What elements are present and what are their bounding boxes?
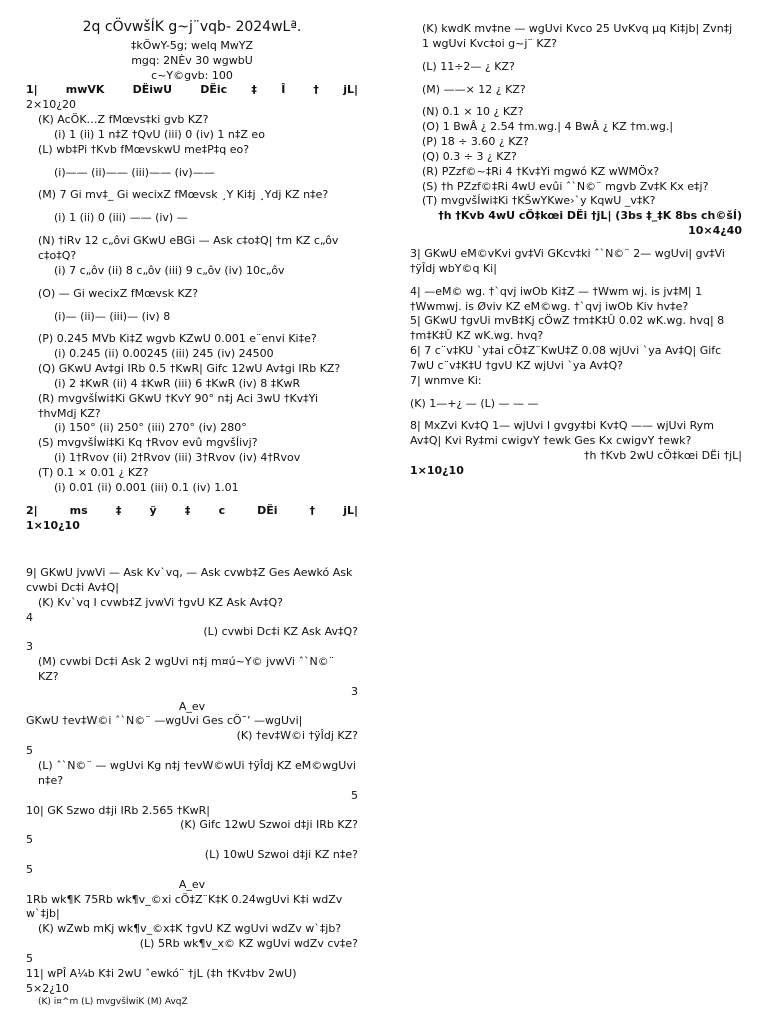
question-4: 4| —eM© wg. †`qvj iwOb Ki‡Z — †Wwm wj. is jv‡M| 1 †Wwmwj. is Øviv KZ eM©wg. †`qvj iwOb Kiv hv‡e? [410,284,703,313]
question-9-l: (L) cvwbi Dc‡i KZ Ask Av‡Q? [203,625,358,639]
section-3-header: †h †Kvb 4wU cÖ‡kœi DËi †jL| (3bs ‡_‡K 8bs ch©šÍ) [438,209,742,223]
question-11: 11| wPÎ A¼b K‡i 2wU ˆewkó¨ †jL (‡h †Kv‡bv 2wU) [26,966,297,980]
question-10-l: (L) 10wU Szwoi d‡ji KZ n‡e? [204,848,358,862]
question-11-marks: 5×2¿10 [26,981,70,995]
alternative-label-2: A_ev [178,877,206,891]
left-column [26,16,358,533]
mcq-item-0: (K) AcÖK…Z fMœvs‡ki gvb KZ? [38,113,209,127]
question-8-note: †h †Kvb 2wU cÖ‡kœi DËi †jL| [584,449,742,463]
short-item-0: (K) kwdK mv‡ne — wgUvi Kvco 25 UvKvq µq Ki‡jb| Zvn‡j 1 wgUvi Kvc‡oi g~j¨ KZ? [422,22,733,50]
right-column [410,22,742,479]
short-question-list [410,22,742,209]
question-10-k: (K) Gifc 12wU Szwoi d‡ji IRb KZ? [180,818,358,832]
section-2-marks: 1×10¿10 [26,518,80,532]
question-9-alt-l-marks: 5 [351,788,358,802]
mcq-item-8: (O) — Gi wecixZ fMœvsk KZ? [38,286,199,300]
question-10: 10| GK Szwo d‡ji IRb 2.565 †KwR| [26,803,210,817]
short-item-7: (R) PZzf©~‡Ri 4 †Kv‡Yi mgwó KZ wWMÖx? [422,164,660,178]
question-10-k-marks: 5 [26,833,33,847]
question-7: 7| wnmve Ki: [410,373,482,387]
mcq-item-11: (i) 0.245 (ii) 0.00245 (iii) 245 (iv) 24500 [54,347,274,361]
question-10-alt-k: (K) wZwb mKj wk¶v_©x‡K †gvU KZ wgUvi wdZv w`‡jb? [38,922,342,936]
mcq-item-16: (S) mvgvšÍwi‡Ki Kq †Rvov evû mgvšÍivj? [38,436,258,450]
mcq-item-12: (Q) GKwU Av‡gi IRb 0.5 †KwR| Gifc 12wU Av‡gi IRb KZ? [38,362,341,376]
mcq-item-2: (L) wb‡Pi †Kvb fMœvskwU me‡P‡q eo? [38,142,250,156]
alternative-label-1: A_ev [178,699,206,713]
exam-time: mgq: 2NÈv 30 wgwbU [131,53,253,67]
question-9-m: (M) cvwbi Dc‡i Ask 2 wgUvi n‡j m¤ú~Y© jvwVi ˆ`N©¨ KZ? [38,655,335,683]
question-9: 9| GKwU jvwVi — Ask Kv`vq, — Ask cvwb‡Z Ges Aewkó Ask cvwbi Dc‡i Av‡Q| [26,566,353,594]
exam-total-marks: c~Y©gvb: 100 [151,68,233,82]
short-item-6: (Q) 0.3 ÷ 3 ¿ KZ? [422,149,517,163]
question-10-alt-l-marks: 5 [26,951,33,965]
question-8: 8| MxZvi Kv‡Q 1— wjUvi I gvgy‡bi Kv‡Q —— wjUvi Rym Av‡Q| Kvi Ry‡mi cwigvY †ewk Ges Kx cwigvY †ewk? [410,419,714,448]
short-item-8: (S) †h PZzf©‡Ri 4wU evûi ˆ`N©¨ mgvb Zv‡K Kx e‡j? [422,179,709,193]
exam-subject: ‡kÖwY-5g; welq MwYZ [130,38,254,52]
mcq-item-6: (N) †iRv 12 c„ôvi GKwU eBGi — Ask c‡o‡Q| †m KZ c„ôv c‡o‡Q? [38,234,339,263]
question-9-alt-k-marks: 5 [26,744,33,758]
question-3: 3| GKwU eM©vKvi gv‡Vi GKcv‡ki ˆ`N©¨ 2— wgUvi| gv‡Vi †ÿÎdj wbY©q Ki| [410,246,725,275]
short-item-2: (M) ——× 12 ¿ KZ? [422,82,526,96]
bottom-column [26,566,358,1009]
short-item-3: (N) 0.1 × 10 ¿ KZ? [422,105,524,119]
question-10-l-marks: 5 [26,862,33,876]
exam-title: 2q cÖvwšÍK g~j¨vqb- 2024wLª. [82,19,302,35]
mcq-list [26,113,358,496]
mcq-item-13: (i) 2 ‡KwR (ii) 4 ‡KwR (iii) 6 ‡KwR (iv) 8 ‡KwR [54,376,301,390]
mcq-item-18: (T) 0.1 × 0.01 ¿ KZ? [38,465,149,479]
mcq-item-3: (i)—— (ii)—— (iii)—— (iv)—— [54,165,215,179]
question-9-k-marks: 4 [26,610,33,624]
question-5: 5| GKwU †gvUi mvB‡Kj cÖwZ †m‡K‡Û 0.02 wK.wg. hvq| 8 †m‡K‡Û KZ wK.wg. hvq? [410,314,725,343]
question-9-l-marks: 3 [26,640,33,654]
question-9-alt-l: (L) ˆ`N©¨ — wgUvi Kg n‡j †evW©wUi †ÿÎdj KZ eM©wgUvi n‡e? [38,758,356,787]
question-9-k: (K) Kv`vq I cvwb‡Z jvwVi †gvU KZ Ask Av‡Q? [38,595,284,609]
question-10-alt: 1Rb wk¶K 75Rb wk¶v_©xi cÖ‡Z¨K‡K 0.24wgUvi K‡i wdZv w`‡jb| [26,892,343,921]
question-9-alt: GKwU †ev‡W©i ˆ`N©¨ —wgUvi Ges cÖ¯’ —wgUvi| [26,714,303,728]
question-9-m-marks: 3 [351,684,358,698]
mcq-item-17: (i) 1†Rvov (ii) 2†Rvov (iii) 3†Rvov (iv) 4†Rvov [54,451,301,465]
question-11-options: (K) i¤^m (L) mvgvšÍwiK (M) AvqZ [38,997,188,1008]
mcq-item-5: (i) 1 (ii) 0 (iii) —— (iv) — [54,211,188,225]
section-2-header: 2| ms‡ÿ‡c DËi †jL| [26,503,358,517]
question-8-marks: 1×10¿10 [410,463,464,477]
short-item-1: (L) 11÷2— ¿ KZ? [422,59,515,73]
mcq-item-7: (i) 7 c„ôv (ii) 8 c„ôv (iii) 9 c„ôv (iv) 10c„ôv [54,263,285,277]
section-1-header: 1| mwVK DËiwU DËic‡Î †jL| [26,83,358,97]
short-item-9: (T) mvgvšÍwi‡Ki †KŠwYKwe›`y KqwU _v‡K? [422,194,656,208]
section-1-marks: 2×10¿20 [26,98,77,112]
question-6: 6| 7 c¨v‡KU `y‡ai cÖ‡Z¨KwU‡Z 0.08 wjUvi `ya Av‡Q| Gifc 7wU c¨v‡K‡U †gvU KZ wjUvi `ya Av‡Q? [410,344,722,372]
mcq-item-10: (P) 0.245 MVb Ki‡Z wgvb KZwU 0.001 e¨envi Ki‡e? [38,332,317,346]
question-10-alt-l: (L) 5Rb wk¶v_x© KZ wgUvi wdZv cv‡e? [139,937,358,951]
mcq-item-4: (M) 7 Gi mv‡_ Gi wecixZ fMœvsk ¸Y Ki‡j ¸Ydj KZ n‡e? [38,188,329,202]
mcq-item-1: (i) 1 (ii) 1 n‡Z †QvU (iii) 0 (iv) 1 n‡Z eo [54,127,265,141]
section-3-marks: 10×4¿40 [688,224,742,238]
short-item-4: (O) 1 BwÂ ¿ 2.54 †m.wg.| 4 BwÂ ¿ KZ †m.wg.| [422,120,674,134]
mcq-item-9: (i)— (ii)— (iii)— (iv) 8 [54,309,171,323]
question-7-expression: (K) 1—+¿ — (L) — — — [410,396,539,410]
question-9-alt-k: (K) †ev‡W©i †ÿÎdj KZ? [236,729,358,743]
mcq-item-19: (i) 0.01 (ii) 0.001 (iii) 0.1 (iv) 1.01 [54,480,239,494]
mcq-item-15: (i) 150° (ii) 250° (iii) 270° (iv) 280° [54,421,247,435]
mcq-item-14: (R) mvgvšÍwi‡Ki GKwU †KvY 90° n‡j Aci 3wU †Kv‡Yi †hvMdj KZ? [38,391,319,420]
short-item-5: (P) 18 ÷ 3.60 ¿ KZ? [422,135,529,149]
